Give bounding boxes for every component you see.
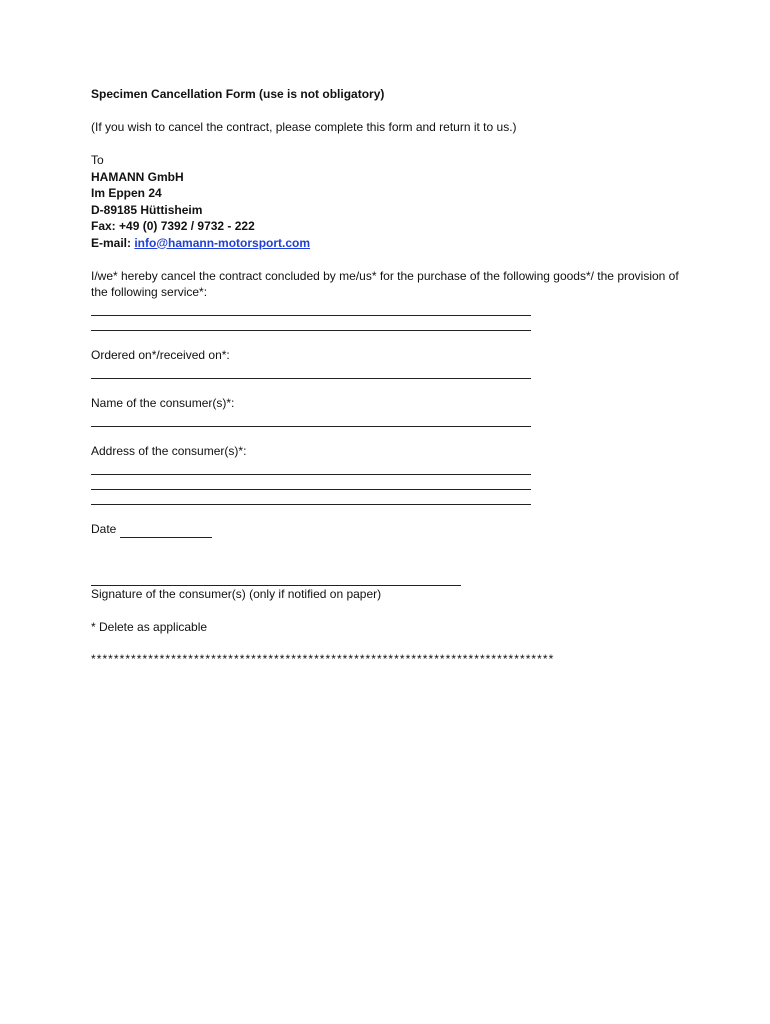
- cancel-statement: I/we* hereby cancel the contract concluded by me/us* for the purchase of the following goods*/ the provision of the following service*:: [91, 268, 679, 299]
- name-label: Name of the consumer(s)*:: [91, 396, 235, 410]
- date-row: [91, 521, 691, 538]
- recipient-fax: Fax: +49 (0) 7392 / 9732 - 222: [91, 219, 255, 233]
- signature-line[interactable]: [91, 571, 461, 586]
- recipient-company: HAMANN GmbH: [91, 169, 184, 184]
- name-line[interactable]: [91, 412, 531, 427]
- ordered-label: Ordered on*/received on*:: [91, 348, 230, 362]
- to-label: To: [91, 153, 104, 167]
- footnote: * Delete as applicable: [91, 619, 208, 634]
- goods-line-2[interactable]: [91, 316, 531, 331]
- goods-line-1[interactable]: [91, 301, 531, 316]
- recipient-email-row: [91, 235, 691, 252]
- address-label: Address of the consumer(s)*:: [91, 444, 247, 458]
- recipient-street: Im Eppen 24: [91, 186, 162, 200]
- address-line-1[interactable]: [91, 460, 531, 475]
- date-label: Date: [91, 522, 117, 536]
- address-line-3[interactable]: [91, 490, 531, 505]
- date-line[interactable]: [120, 524, 212, 538]
- separator-line: *********************************************************************************: [91, 651, 555, 666]
- address-line-2[interactable]: [91, 475, 531, 490]
- form-content: [91, 86, 691, 666]
- form-intro: (If you wish to cancel the contract, please complete this form and return it to us.): [91, 120, 517, 134]
- form-title: Specimen Cancellation Form (use is not obligatory): [91, 87, 385, 101]
- email-link[interactable]: info@hamann-motorsport.com: [134, 235, 311, 250]
- email-label: E-mail:: [91, 235, 135, 250]
- signature-label: Signature of the consumer(s) (only if notified on paper): [91, 586, 382, 601]
- ordered-line[interactable]: [91, 364, 531, 379]
- recipient-city: D-89185 Hüttisheim: [91, 202, 203, 217]
